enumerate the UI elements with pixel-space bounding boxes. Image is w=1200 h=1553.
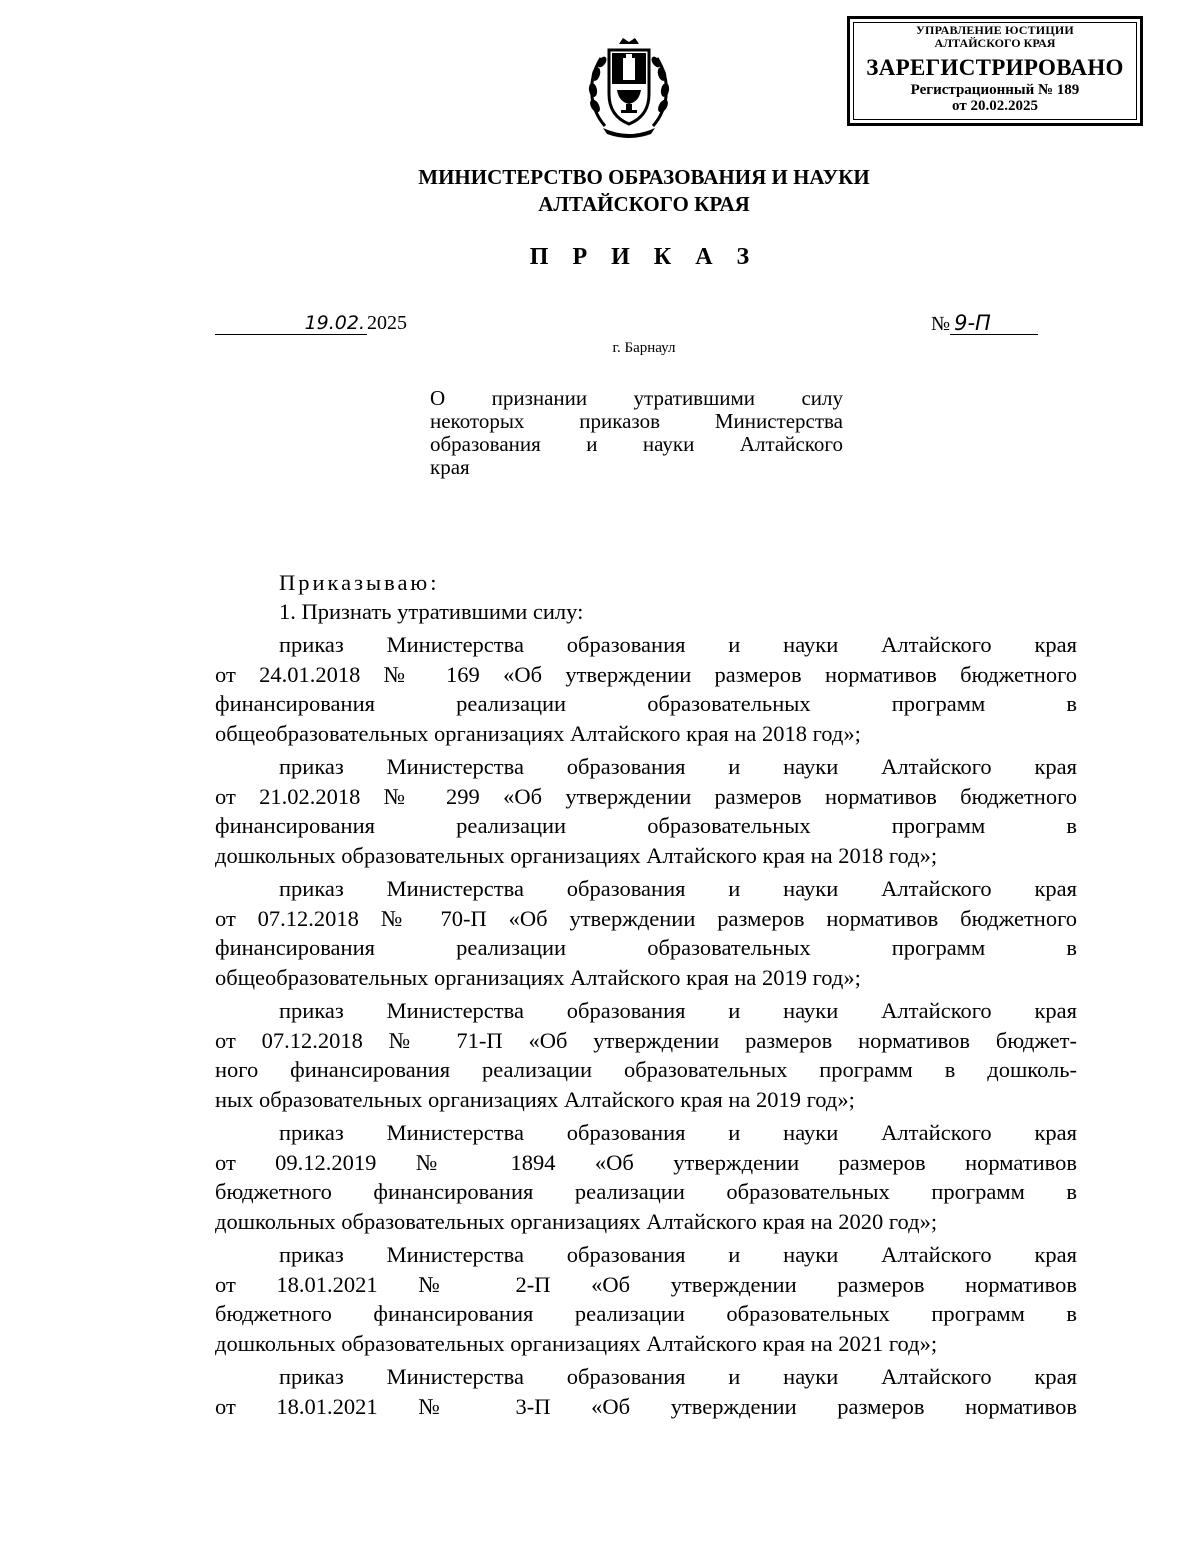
subject-line: некоторых приказов Министерства — [430, 409, 843, 433]
stamp-line2: АЛТАЙСКОГО КРАЯ — [934, 36, 1056, 50]
handwritten-date: 19.02. — [215, 312, 367, 335]
repealed-order-paragraph — [215, 752, 1077, 870]
paragraph-line: от 18.01.2021 № 3-П «Об утверждении размеров нормативов — [215, 1393, 1077, 1419]
paragraph-line: приказ Министерства образования и науки Алтайского края — [279, 998, 1077, 1023]
city-name: г. Барнаул — [612, 340, 676, 356]
ministry-line1: МИНИСТЕРСТВО ОБРАЗОВАНИЯ И НАУКИ — [418, 165, 870, 189]
handwritten-number: 9-П — [950, 312, 1038, 335]
stamp-reg-date: от 20.02.2025 — [952, 98, 1038, 114]
order-number — [931, 312, 1038, 336]
stamp-reg-number: Регистрационный № 189 — [910, 82, 1080, 98]
order-word: Приказываю: — [279, 570, 440, 595]
paragraph-line: приказ Министерства образования и науки Алтайского края — [279, 1120, 1077, 1145]
repealed-order-paragraph — [215, 630, 1077, 748]
paragraph-line: ного финансирования реализации образовательных программ в дошколь- — [215, 1057, 1077, 1082]
paragraph-line: общеобразовательных организациях Алтайского края на 2019 год»; — [215, 964, 861, 990]
paragraph-line: дошкольных образовательных организациях Алтайского края на 2020 год»; — [215, 1208, 938, 1234]
registration-stamp — [847, 16, 1143, 126]
paragraph-line: приказ Министерства образования и науки Алтайского края — [279, 876, 1077, 901]
document-body — [215, 568, 1077, 1421]
paragraph-line: от 21.02.2018 № 299 «Об утверждении размеров нормативов бюджетного — [215, 783, 1077, 809]
paragraph-line: финансирования реализации образовательных программ в — [215, 813, 1077, 838]
paragraph-line: от 18.01.2021 № 2-П «Об утверждении размеров нормативов — [215, 1271, 1077, 1297]
paragraph-line: от 07.12.2018 № 70-П «Об утверждении размеров нормативов бюджетного — [215, 905, 1077, 931]
paragraph-line: приказ Министерства образования и науки Алтайского края — [279, 1364, 1077, 1389]
paragraph-line: дошкольных образовательных организациях Алтайского края на 2021 год»; — [215, 1330, 938, 1356]
repealed-order-paragraph — [215, 1240, 1077, 1358]
date-year: 2025 — [367, 312, 407, 334]
repealed-order-paragraph — [215, 1362, 1077, 1421]
coat-of-arms-icon — [585, 36, 673, 140]
paragraph-line: общеобразовательных организациях Алтайского края на 2018 год»; — [215, 720, 861, 746]
order-date — [215, 312, 407, 335]
number-prefix: № — [931, 313, 951, 335]
stamp-status: ЗАРЕГИСТРИРОВАНО — [866, 55, 1124, 80]
paragraph-line: приказ Министерства образования и науки Алтайского края — [279, 632, 1077, 657]
paragraph-line: приказ Министерства образования и науки Алтайского края — [279, 1242, 1077, 1267]
paragraph-line: бюджетного финансирования реализации образовательных программ в — [215, 1301, 1077, 1326]
paragraph-line: от 07.12.2018 № 71-П «Об утверждении размеров нормативов бюджет- — [215, 1027, 1077, 1053]
repealed-order-paragraph — [215, 874, 1077, 992]
paragraph-line: финансирования реализации образовательных программ в — [215, 935, 1077, 960]
subject-line: края — [430, 455, 470, 479]
stamp-inner-border — [853, 22, 1137, 120]
repealed-order-paragraph — [215, 996, 1077, 1114]
paragraph-line: дошкольных образовательных организациях Алтайского края на 2018 год»; — [215, 842, 938, 868]
paragraph-line: финансирования реализации образовательных программ в — [215, 691, 1077, 716]
paragraph-line: приказ Министерства образования и науки Алтайского края — [279, 754, 1077, 779]
paragraph-line: от 09.12.2019 № 1894 «Об утверждении размеров нормативов — [215, 1149, 1077, 1175]
ministry-line2: АЛТАЙСКОГО КРАЯ — [538, 192, 750, 216]
paragraph-line: от 24.01.2018 № 169 «Об утверждении размеров нормативов бюджетного — [215, 661, 1077, 687]
stamp-line1: УПРАВЛЕНИЕ ЮСТИЦИИ — [916, 23, 1074, 37]
document-type-title: П Р И К А З — [529, 244, 759, 270]
subject-line: О признании утратившими силу — [430, 386, 843, 410]
document-subject — [430, 387, 843, 479]
subject-line: образования и науки Алтайского — [430, 432, 843, 456]
repealed-order-paragraph — [215, 1118, 1077, 1236]
ministry-heading — [300, 164, 988, 218]
paragraph-line: ных образовательных организациях Алтайского края на 2019 год»; — [215, 1086, 855, 1112]
item-1-heading: 1. Признать утратившими силу: — [279, 599, 584, 624]
paragraph-line: бюджетного финансирования реализации образовательных программ в — [215, 1179, 1077, 1204]
